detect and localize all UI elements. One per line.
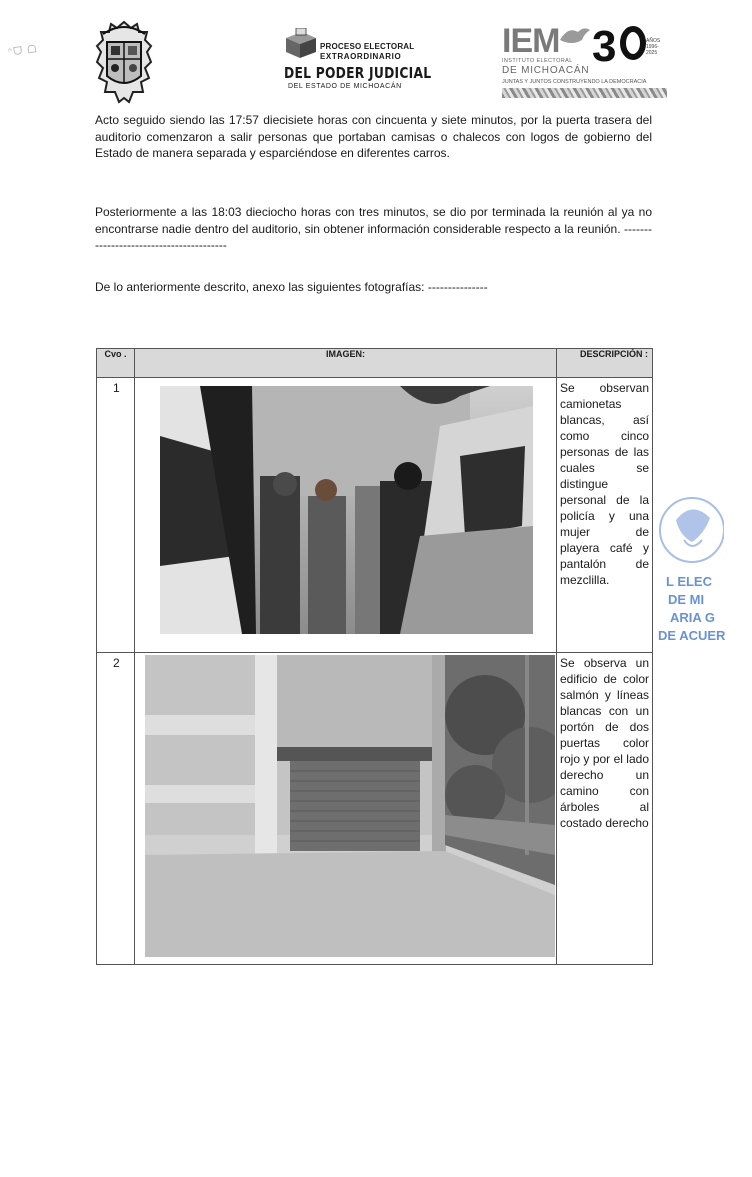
iem-sub2: DE MICHOACÁN	[502, 65, 590, 76]
iem-logo	[494, 22, 669, 104]
ballot-box-icon	[282, 28, 318, 58]
row-description: Se observan camionetas blancas, así como cinco personas de las cuales se distingue personal de la policía y una mujer de playera café y pantalón de mezclilla.	[557, 378, 653, 653]
proceso-electoral-logo	[282, 28, 432, 100]
iem-decorative-band	[502, 88, 667, 98]
paragraph-3: De lo anteriormente descrito, anexo las siguientes fotografías: ---------------	[95, 280, 488, 294]
michoacan-crest-logo	[93, 18, 155, 106]
photo-cell	[135, 378, 557, 653]
header-descripcion: DESCRIPCIÓN :	[557, 349, 653, 378]
dove-icon	[558, 24, 592, 46]
official-seal-stamp	[640, 490, 752, 660]
header-cvo: Cvo .	[97, 349, 135, 378]
zero-ring-icon	[620, 26, 646, 60]
seal-line3: ARIA G	[670, 610, 716, 625]
paragraph-1: Acto seguido siendo las 17:57 diecisiete horas con cincuenta y siete minutos, por la puerta trasera del auditorio comenzaron a salir personas que portaban camisas o chalecos con logos de gobierno del Estado de manera separada y esparciéndose en diferentes carros.	[95, 113, 652, 161]
seal-line2: DE MI	[668, 592, 705, 607]
seal-line1: L ELEC	[666, 574, 712, 589]
header-imagen: IMAGEN:	[135, 349, 557, 378]
paragraph-2: Posteriormente a las 18:03 dieciocho horas con tres minutos, se dio por terminada la reunión al ya no encontrarse nadie dentro del auditorio, sin obtener información considerable respecto a la reunión. ----------------------------------------	[95, 205, 652, 253]
photo-cell	[135, 653, 557, 965]
proceso-logo-line3: DEL PODER JUDICIAL	[284, 64, 432, 82]
table-header-row	[97, 349, 653, 378]
iem-anos-text: AÑOS 1996-2025	[646, 38, 661, 56]
row-number: 1	[97, 378, 135, 653]
photo-building-gate	[145, 655, 555, 957]
proceso-logo-line2: EXTRAORDINARIO	[320, 52, 402, 61]
iem-anniversary-number: 3	[592, 22, 614, 71]
seal-eagle-icon	[654, 490, 724, 570]
iem-acronym: IEM	[502, 22, 560, 60]
proceso-logo-line1: PROCESO ELECTORAL	[320, 42, 415, 51]
seal-line4: DE ACUER	[658, 628, 726, 643]
iem-sub1: INSTITUTO ELECTORAL	[502, 58, 573, 64]
proceso-logo-line4: DEL ESTADO DE MICHOACÁN	[288, 83, 402, 90]
iem-sub3: JUNTAS Y JUNTOS CONSTRUYENDO LA DEMOCRACIA	[502, 79, 647, 85]
row-number: 2	[97, 653, 135, 965]
photo-vans-police	[160, 386, 533, 634]
table-row	[97, 653, 653, 965]
evidence-table	[96, 348, 653, 965]
table-row	[97, 378, 653, 653]
row-description: Se observa un edificio de color salmón y líneas blancas con un portón de dos puertas color rojo y por el lado derecho un camino con árboles al costado derecho	[557, 653, 653, 965]
stray-mark: ᐢᗜ ᗝ	[7, 42, 39, 60]
